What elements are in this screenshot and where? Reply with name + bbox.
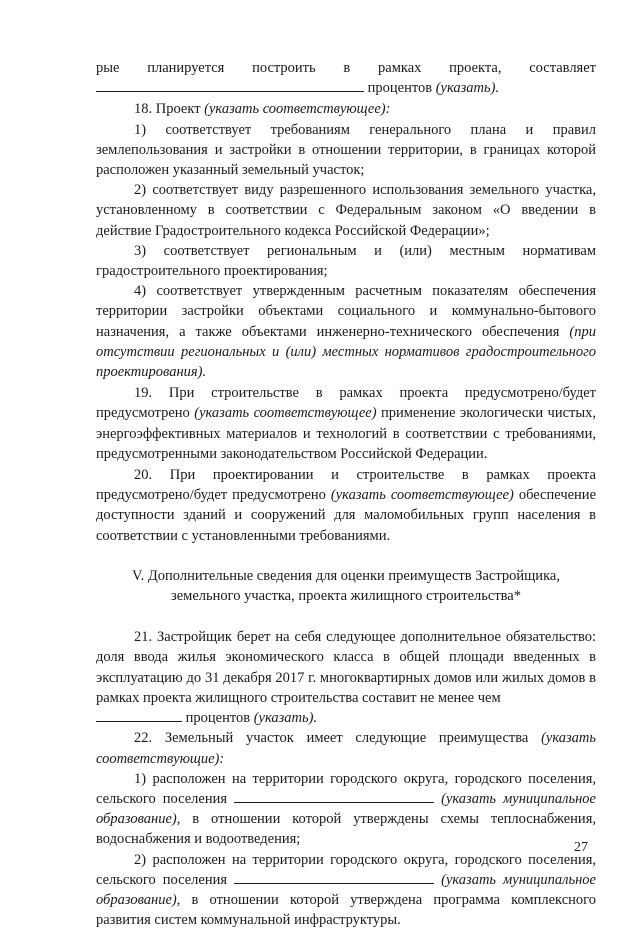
item-22-2: 2) расположен на территории городского округа, городского поселения, сельского поселения (указать муниципальное образование), в отношении которой утверждена программа комплексного развития систем коммунальной инфраструктуры. [96,851,596,929]
intro-word: планируется [147,60,225,76]
item-19: 19. При строительстве в рамках проекта предусмотрено/будет предусмотрено (указать соответствующее) применение экологически чистых, энергоэффективных материалов и технологий в соответствии с требованиями, предусмотренными законодательством Российской Федерации. [96,385,596,462]
intro-line-2: процентов (указать). [96,78,596,98]
intro-word: проекта, [449,60,502,76]
item-22-1: 1) расположен на территории городского округа, городского поселения, сельского поселения (указать муниципальное образование), в отношении которой утверждены схемы теплоснабжения, водоснабжения и водоотведения; [96,770,596,848]
item-22: 22. Земельный участок имеет следующие преимущества (указать соответствующие): [96,730,596,767]
fill-blank[interactable] [96,708,182,722]
section-heading-line-1: V. Дополнительные сведения для оценки преимуществ Застройщика, [132,567,560,584]
intro-line-1 [96,58,596,78]
intro-word: построить [252,60,316,76]
intro-word: рамках [378,60,422,76]
intro-word: в [343,60,351,76]
page-number: 27 [574,840,588,855]
item-20: 20. При проектировании и строительстве в рамках проекта предусмотрено/будет предусмотрено (указать соответствующее) обеспечение доступности зданий и сооружений для маломобильных групп населения в соответствии с установленными требованиями. [96,467,597,544]
intro-word: рые [96,60,120,76]
section-heading-line-2: земельного участка, проекта жилищного строительства* [170,588,521,605]
item-18-1: 1) соответствует требованиям генерального плана и правил землепользования и застройки в отношении территории, в границах которой расположен указанный земельный участок; [96,121,596,179]
item-18-4: 4) соответствует утвержденным расчетным показателям обеспечения территории застройки объектами социального и коммунально-бытового назначения, а также объектами инженерно-технического обеспечения (при отсутствии региональных и (или) местных нормативов градостроительного проектирования). [96,283,596,381]
fill-blank[interactable] [234,789,434,803]
intro-word: составляет [529,60,596,76]
item-18: 18. Проект (указать соответствующее): [134,101,391,118]
item-18-2: 2) соответствует виду разрешенного использования земельного участка, установленному в соответствии с Федеральным законом «О введении в действие Градостроительного кодекса Российской Федерации»; [96,182,596,239]
fill-blank[interactable] [96,78,364,92]
fill-blank[interactable] [234,870,434,884]
item-18-3: 3) соответствует региональным и (или) местным нормативам градостроительного проектирования; [96,242,596,280]
item-21: 21. Застройщик берет на себя следующее дополнительное обязательство: доля ввода жилья экономического класса в общей площади введенных в эксплуатацию до 31 декабря 2017 г. многоквартирных домов или жилых домов в рамках проекта жилищного строительства составит не менее чем процентов (указать). [96,629,596,727]
text-column [96,58,596,930]
